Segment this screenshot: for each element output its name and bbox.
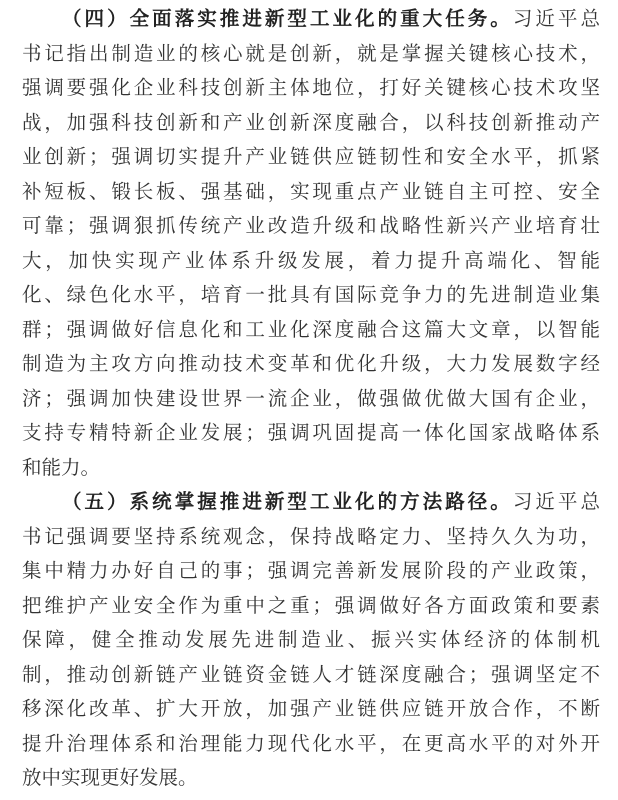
body-line: 业创新；强调切实提升产业链供应链韧性和安全水平，抓紧	[22, 145, 600, 168]
section-4-heading: （四）全面落实推进新型工业化的重大任务。	[62, 7, 513, 30]
section-4-text: 习近平总	[512, 7, 600, 30]
body-line: 群；强调做好信息化和工业化深度融合这篇大文章，以智能	[22, 317, 600, 341]
body-line: 移深化改革、扩大开放，加强产业链供应链开放合作，不断	[22, 697, 600, 720]
body-line: 济；强调加快建设世界一流企业，做强做优做大国有企业，	[22, 386, 600, 410]
section-5-text: 习近平总	[512, 490, 600, 513]
section-5-heading: （五）系统掌握推进新型工业化的方法路径。	[62, 490, 513, 513]
body-line-last: 和能力。	[22, 455, 101, 479]
article-body	[22, 2, 600, 796]
body-line: 战，加强科技创新和产业创新深度融合，以科技创新推动产	[22, 110, 600, 134]
body-line: 支持专精特新企业发展；强调巩固提高一体化国家战略体系	[22, 421, 600, 444]
body-line: 可靠；强调狠抓传统产业改造升级和战略性新兴产业培育壮	[22, 214, 600, 237]
body-line: 补短板、锻长板、强基础，实现重点产业链自主可控、安全	[22, 179, 600, 203]
body-line-last: 放中实现更好发展。	[22, 766, 198, 789]
body-line: 制造为主攻方向推动技术变革和优化升级，大力发展数字经	[22, 352, 600, 375]
section-5	[22, 485, 600, 796]
body-line: 书记强调要坚持系统观念，保持战略定力、坚持久久为功，	[22, 524, 600, 548]
section-5-first-line	[22, 485, 600, 520]
section-4-first-line	[22, 2, 600, 37]
body-line: 书记指出制造业的核心就是创新，就是掌握关键核心技术，	[22, 41, 600, 65]
body-line: 制，推动创新链产业链资金链人才链深度融合；强调坚定不	[22, 662, 600, 686]
body-line: 提升治理体系和治理能力现代化水平，在更高水平的对外开	[22, 731, 600, 755]
section-4	[22, 2, 600, 485]
body-line: 化、绿色化水平，培育一批具有国际竞争力的先进制造业集	[22, 283, 600, 306]
body-line: 大，加快实现产业体系升级发展，着力提升高端化、智能	[22, 248, 600, 272]
body-line: 保障，健全推动发展先进制造业、振兴实体经济的体制机	[22, 628, 600, 651]
body-line: 集中精力办好自己的事；强调完善新发展阶段的产业政策，	[22, 559, 600, 582]
body-line: 强调要强化企业科技创新主体地位，打好关键核心技术攻坚	[22, 76, 600, 99]
body-line: 把维护产业安全作为重中之重；强调做好各方面政策和要素	[22, 593, 600, 617]
